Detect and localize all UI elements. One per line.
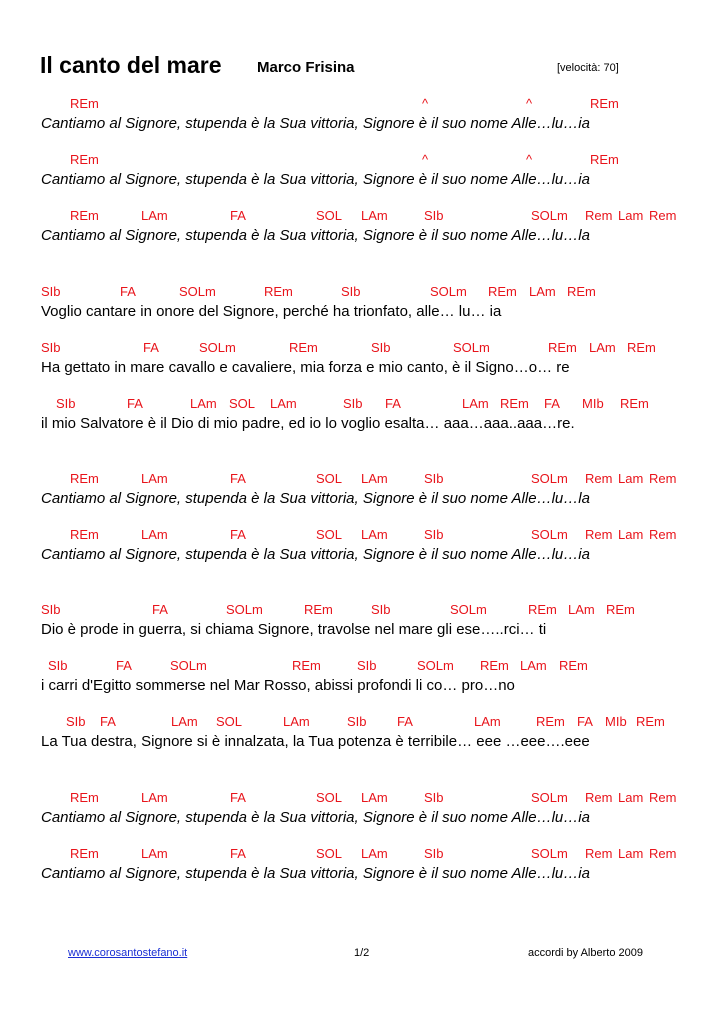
chord: REm bbox=[536, 714, 565, 729]
chord: LAm bbox=[520, 658, 547, 673]
chord: SOLm bbox=[531, 790, 568, 805]
chord: REm bbox=[480, 658, 509, 673]
chord: FA bbox=[230, 790, 246, 805]
lyric-line: Cantiamo al Signore, stupenda è la Sua vittoria, Signore è il suo nome Alle…lu…la bbox=[41, 490, 590, 507]
chord: SIb bbox=[341, 284, 361, 299]
chord: MIb bbox=[582, 396, 604, 411]
chord: FA bbox=[230, 527, 246, 542]
chord: Rem bbox=[585, 790, 613, 805]
chord: REm bbox=[567, 284, 596, 299]
chord: LAm bbox=[361, 790, 388, 805]
chord: Lam bbox=[618, 208, 644, 223]
chord: LAm bbox=[361, 846, 388, 861]
chord: SOLm bbox=[453, 340, 490, 355]
chord: REm bbox=[488, 284, 517, 299]
chord: Rem bbox=[649, 527, 677, 542]
chord: SOL bbox=[229, 396, 256, 411]
chord: REm bbox=[304, 602, 333, 617]
chord: REm bbox=[70, 96, 99, 111]
chord: FA bbox=[100, 714, 116, 729]
chord: ^ bbox=[526, 96, 533, 111]
chord: REm bbox=[292, 658, 321, 673]
chord: REm bbox=[548, 340, 577, 355]
lyric-line: Cantiamo al Signore, stupenda è la Sua vittoria, Signore è il suo nome Alle…lu…ia bbox=[41, 115, 590, 132]
chord: SOLm bbox=[531, 527, 568, 542]
lyric-line: Cantiamo al Signore, stupenda è la Sua vittoria, Signore è il suo nome Alle…lu…la bbox=[41, 227, 590, 244]
chord: FA bbox=[116, 658, 132, 673]
chord: FA bbox=[577, 714, 593, 729]
chord: LAm bbox=[361, 471, 388, 486]
chord: FA bbox=[544, 396, 560, 411]
chord: REm bbox=[528, 602, 557, 617]
chord: SOLm bbox=[199, 340, 236, 355]
lyric-line: il mio Salvatore è il Dio di mio padre, ed io lo voglio esalta… aaa…aaa..aaa…re. bbox=[41, 415, 575, 432]
chord: SIb bbox=[424, 846, 444, 861]
chord: SOLm bbox=[531, 846, 568, 861]
chord: Rem bbox=[585, 846, 613, 861]
chord: FA bbox=[143, 340, 159, 355]
chord: SOLm bbox=[226, 602, 263, 617]
lyric-line: Cantiamo al Signore, stupenda è la Sua vittoria, Signore è il suo nome Alle…lu…ia bbox=[41, 809, 590, 826]
chord: LAm bbox=[141, 208, 168, 223]
chord: LAm bbox=[270, 396, 297, 411]
chord: REm bbox=[289, 340, 318, 355]
website-link[interactable]: www.corosantostefano.it bbox=[68, 947, 188, 959]
chord: Lam bbox=[618, 790, 644, 805]
chord: SIb bbox=[56, 396, 76, 411]
chord: SIb bbox=[357, 658, 377, 673]
chord: LAm bbox=[568, 602, 595, 617]
chord: Rem bbox=[649, 208, 677, 223]
lyric-line: La Tua destra, Signore si è innalzata, la Tua potenza è terribile… eee …eee….eee bbox=[41, 733, 590, 750]
chord: SOLm bbox=[170, 658, 207, 673]
chord: Rem bbox=[649, 846, 677, 861]
chord: SIb bbox=[424, 471, 444, 486]
chord: SIb bbox=[424, 790, 444, 805]
chord: REm bbox=[559, 658, 588, 673]
lyric-line: Ha gettato in mare cavallo e cavaliere, mia forza e mio canto, è il Signo…o… re bbox=[41, 359, 570, 376]
lyric-line: i carri d'Egitto sommerse nel Mar Rosso, abissi profondi li co… pro…no bbox=[41, 677, 515, 694]
chord: Lam bbox=[618, 846, 644, 861]
chord: REm bbox=[606, 602, 635, 617]
chord: SOL bbox=[216, 714, 243, 729]
chord: LAm bbox=[529, 284, 556, 299]
chord: REm bbox=[636, 714, 665, 729]
chord: FA bbox=[230, 208, 246, 223]
chord: SOLm bbox=[450, 602, 487, 617]
chord: REm bbox=[70, 846, 99, 861]
chord: Rem bbox=[585, 471, 613, 486]
chord: ^ bbox=[422, 96, 429, 111]
chord: FA bbox=[230, 471, 246, 486]
chord: SOL bbox=[316, 790, 343, 805]
chord: SOL bbox=[316, 846, 343, 861]
chord: SIb bbox=[48, 658, 68, 673]
chord: FA bbox=[120, 284, 136, 299]
chord: ^ bbox=[526, 152, 533, 167]
chord: SIb bbox=[371, 602, 391, 617]
chord: SIb bbox=[343, 396, 363, 411]
chord: SIb bbox=[424, 208, 444, 223]
song-title: Il canto del mare bbox=[40, 52, 222, 78]
chord: SOL bbox=[316, 527, 343, 542]
chord: SIb bbox=[347, 714, 367, 729]
chord: Rem bbox=[649, 790, 677, 805]
lyric-line: Cantiamo al Signore, stupenda è la Sua vittoria, Signore è il suo nome Alle…lu…ia bbox=[41, 546, 590, 563]
chord: LAm bbox=[474, 714, 501, 729]
chord: REm bbox=[70, 471, 99, 486]
lyric-line: Cantiamo al Signore, stupenda è la Sua vittoria, Signore è il suo nome Alle…lu…ia bbox=[41, 171, 590, 188]
chord: FA bbox=[127, 396, 143, 411]
lyric-line: Voglio cantare in onore del Signore, perché ha trionfato, alle… lu… ia bbox=[41, 303, 502, 320]
chord: Rem bbox=[585, 208, 613, 223]
chord: LAm bbox=[361, 527, 388, 542]
chord: Lam bbox=[618, 527, 644, 542]
chord: FA bbox=[385, 396, 401, 411]
chord: LAm bbox=[462, 396, 489, 411]
chord: REm bbox=[70, 527, 99, 542]
chord: SIb bbox=[41, 602, 61, 617]
chord: LAm bbox=[190, 396, 217, 411]
chord: SOL bbox=[316, 208, 343, 223]
chord: SOLm bbox=[179, 284, 216, 299]
chord: Rem bbox=[585, 527, 613, 542]
chord: LAm bbox=[141, 527, 168, 542]
chord: Lam bbox=[618, 471, 644, 486]
lyric-line: Cantiamo al Signore, stupenda è la Sua vittoria, Signore è il suo nome Alle…lu…ia bbox=[41, 865, 590, 882]
chord: REm bbox=[264, 284, 293, 299]
chord: REm bbox=[70, 152, 99, 167]
chord: SOLm bbox=[531, 471, 568, 486]
chords-credit: accordi by Alberto 2009 bbox=[528, 947, 643, 959]
song-author: Marco Frisina bbox=[257, 59, 355, 76]
chord: Rem bbox=[649, 471, 677, 486]
chord: SOLm bbox=[417, 658, 454, 673]
chord: SOLm bbox=[531, 208, 568, 223]
chord: FA bbox=[397, 714, 413, 729]
chord: REm bbox=[627, 340, 656, 355]
chord: REm bbox=[620, 396, 649, 411]
chord: SIb bbox=[41, 340, 61, 355]
chord: ^ bbox=[422, 152, 429, 167]
chord: REm bbox=[70, 208, 99, 223]
chord: REm bbox=[590, 96, 619, 111]
chord: LAm bbox=[361, 208, 388, 223]
chord: FA bbox=[152, 602, 168, 617]
tempo-label: [velocità: 70] bbox=[557, 62, 619, 74]
chord: SOL bbox=[316, 471, 343, 486]
chord: FA bbox=[230, 846, 246, 861]
chord: LAm bbox=[283, 714, 310, 729]
chord: SOLm bbox=[430, 284, 467, 299]
chord: SIb bbox=[424, 527, 444, 542]
chord: LAm bbox=[589, 340, 616, 355]
chord: SIb bbox=[371, 340, 391, 355]
lyric-line: Dio è prode in guerra, si chiama Signore, travolse nel mare gli ese…..rci… ti bbox=[41, 621, 547, 638]
chord: SIb bbox=[66, 714, 86, 729]
chord: REm bbox=[70, 790, 99, 805]
chord: LAm bbox=[141, 846, 168, 861]
chord: REm bbox=[500, 396, 529, 411]
chord: LAm bbox=[141, 790, 168, 805]
chord: REm bbox=[590, 152, 619, 167]
chord: LAm bbox=[141, 471, 168, 486]
chord: LAm bbox=[171, 714, 198, 729]
page-number: 1/2 bbox=[354, 947, 370, 959]
chord: MIb bbox=[605, 714, 627, 729]
chord: SIb bbox=[41, 284, 61, 299]
